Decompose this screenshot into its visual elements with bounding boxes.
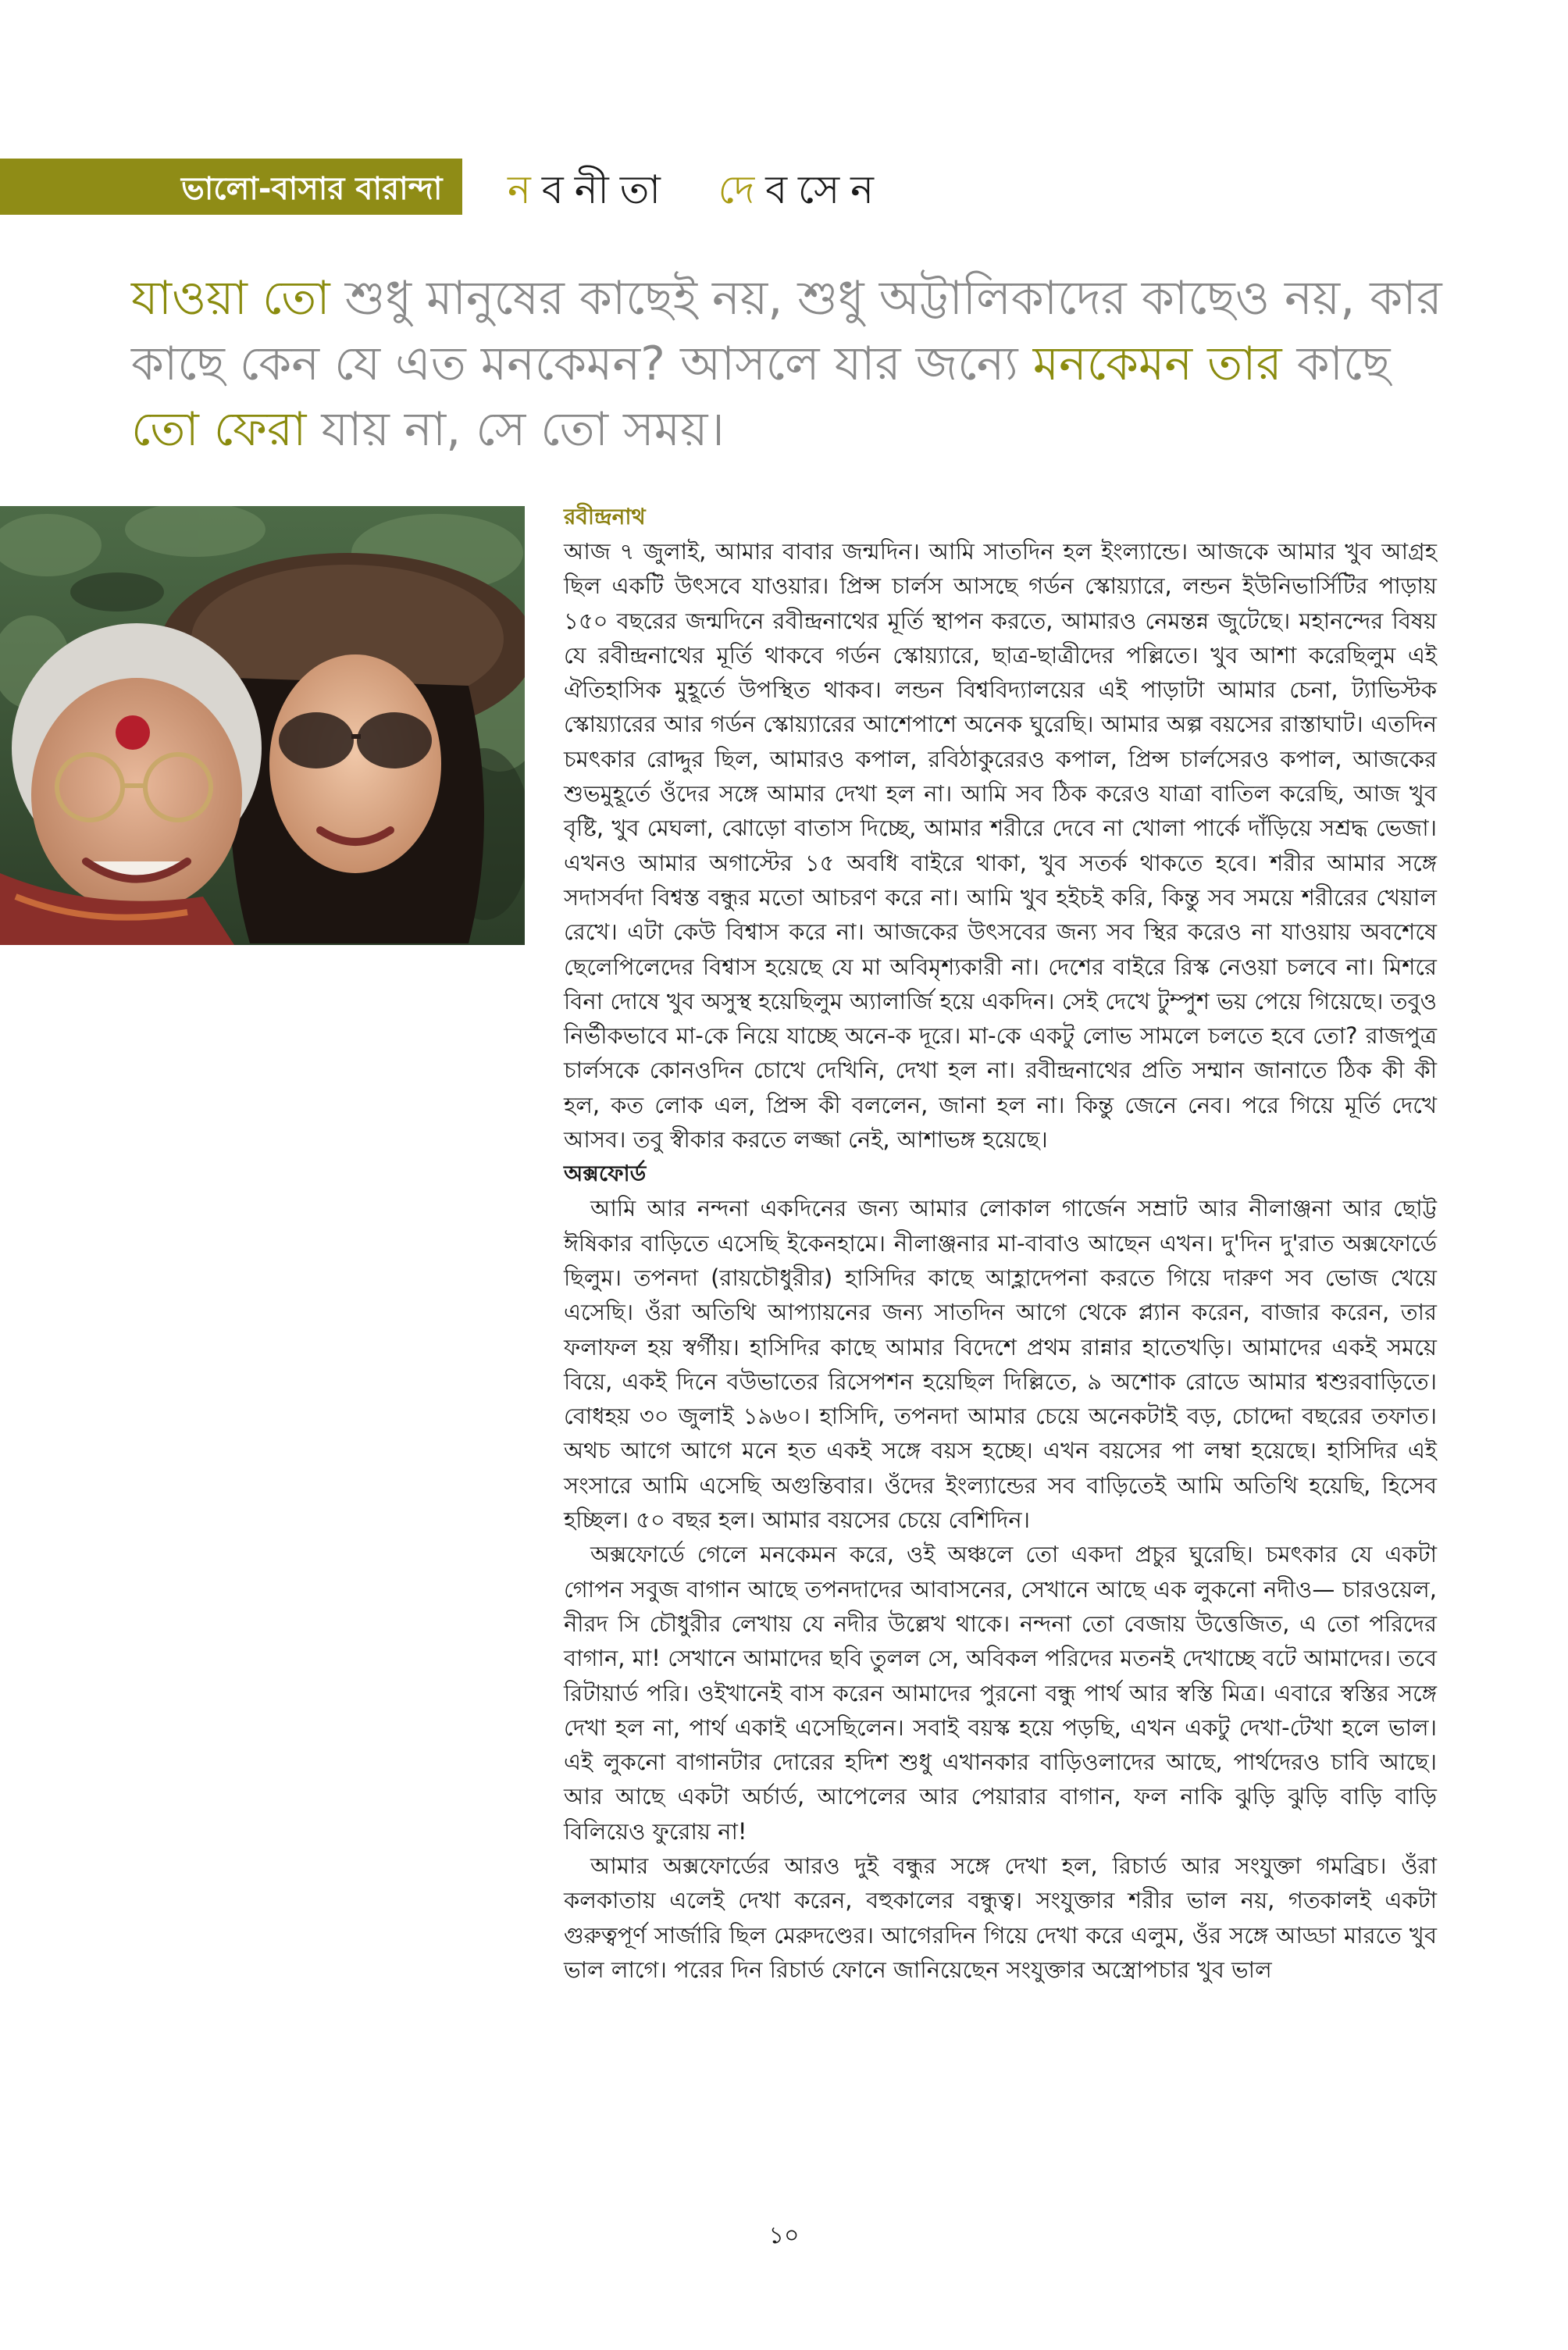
paragraph: আমার অক্সফোর্ডের আরও দুই বন্ধুর সঙ্গে দেখা হল, রিচার্ড আর সংযুক্তা গমব্রিচ। ওঁরা কলকাতায় এলেই দেখা করেন, বহুকালের বন্ধুত্ব। সংযুক্তার শরীর ভাল নয়, গতকালই একটা গুরুত্বপূর্ণ সার্জারি ছিল মেরুদণ্ডের। আগেরদিন গিয়ে দেখা করে এলুম, ওঁর সঙ্গে আড্ডা মারতে খুব ভাল লাগে। পরের দিন রিচার্ড ফোনে জানিয়েছেন সংযুক্তার অস্ত্রোপচার খুব ভাল <box>564 1852 1437 1983</box>
author-first-accent: ন <box>508 167 542 212</box>
page-number: ১০ <box>768 2222 800 2249</box>
paragraph: আমি আর নন্দনা একদিনের জন্য আমার লোকাল গার্জেন সম্রাট আর নীলাঞ্জনা আর ছোট্ট ঈষিকার বাড়িতে এসেছি ইকেনহামে। নীলাঞ্জনার মা-বাবাও আছেন এখন। দু'দিন দু'রাত অক্সফোর্ডে ছিলুম। তপনদা (রায়চৌধুরীর) হাসিদির কাছে আহ্লাদেপনা করতে গিয়ে দারুণ সব ভোজ খেয়ে এসেছি। ওঁরা অতিথি আপ্যায়নের জন্য সাতদিন আগে থেকে প্ল্যান করেন, বাজার করেন, তার ফলাফল হয় স্বর্গীয়। হাসিদির কাছে আমার বিদেশে প্রথম রান্নার হাতেখড়ি। আমাদের একই সময়ে বিয়ে, একই দিনে বউভাতের রিসেপশন হয়েছিল দিল্লিতে, ৯ অশোক রোডে আমার শ্বশুরবাড়িতে। বোধহয় ৩০ জুলাই ১৯৬০। হাসিদি, তপনদা আমার চেয়ে অনেকটাই বড়, চোদ্দো বছরের তফাত। অথচ আগে আগে মনে হত একই সঙ্গে বয়স হচ্ছে। এখন বয়সের পা লম্বা হয়েছে। হাসিদির এই সংসারে আমি এসেছি অগুন্তিবার। ওঁদের ইংল্যান্ডের সব বাড়িতেই আমি অতিথি হয়েছি, হিসেব হচ্ছিল। ৫০ বছর হল। আমার বয়সের চেয়ে বেশিদিন। <box>564 1195 1437 1534</box>
paragraph: অক্সফোর্ডে গেলে মনকেমন করে, ওই অঞ্চলে তো একদা প্রচুর ঘুরেছি। চমৎকার যে একটা গোপন সবুজ বাগান আছে তপনদাদের আবাসনের, সেখানে আছে এক লুকনো নদীও— চারওয়েল, নীরদ সি চৌধুরীর লেখায় যে নদীর উল্লেখ থাকে। নন্দনা তো বেজায় উত্তেজিত, এ তো পরিদের বাগান, মা! সেখানে আমাদের ছবি তুলল সে, অবিকল পরিদের মতনই দেখাচ্ছে বটে আমাদের। তবে রিটায়ার্ড পরি। ওইখানেই বাস করেন আমাদের পুরনো বন্ধু পার্থ আর স্বস্তি মিত্র। এবারে স্বস্তির সঙ্গে দেখা হল না, পার্থ একাই এসেছিলেন। সবাই বয়স্ক হয়ে পড়ছি, এখন একটু দেখা-টেখা হলে ভাল। এই লুকনো বাগানটার দোরের হদিশ শুধু এখানকার বাড়িওলাদের আছে, পার্থদেরও চাবি আছে। আর আছে একটা অর্চার্ড, আপেলের আর পেয়ারার বাগান, ফল নাকি ঝুড়ি ঝুড়ি বাড়ি বাড়ি বিলিয়েও ফুরোয় না! <box>564 1541 1437 1845</box>
author-last-rest: বসেন <box>765 167 886 212</box>
pull-quote-highlight-3: তো ফেরা <box>131 402 307 457</box>
pull-quote-text-1: শুধু মানুষের কাছেই নয়, শুধু অট্টালিকাদের কাছেও নয়, কার কাছে কেন যে এত মনকেমন? আসলে যার জন্যে <box>131 271 1442 391</box>
pull-quote-highlight-1: যাওয়া তো <box>131 271 330 326</box>
pull-quote-highlight-2: মনকেমন তার <box>1032 337 1282 391</box>
paragraph: আজ ৭ জুলাই, আমার বাবার জন্মদিন। আমি সাতদিন হল ইংল্যান্ডে। আজকে আমার খুব আগ্রহ ছিল একটি উৎসবে যাওয়ার। প্রিন্স চার্লস আসছে গর্ডন স্কোয়্যারে, লন্ডন ইউনিভার্সিটির পাড়ায় ১৫০ বছরের জন্মদিনে রবীন্দ্রনাথের মূর্তি স্থাপন করতে, আমারও নেমন্তন্ন জুটেছে। মহানন্দের বিষয় যে রবীন্দ্রনাথের মূর্তি থাকবে গর্ডন স্কোয়্যারে, ছাত্র-ছাত্রীদের পল্লিতে। খুব আশা করেছিলুম এই ঐতিহাসিক মুহূর্তে উপস্থিত থাকব। লন্ডন বিশ্ববিদ্যালয়ের এই পাড়াটা আমার চেনা, ট্যাভিস্টক স্কোয়্যারের আর গর্ডন স্কোয়্যারের আশেপাশে অনেক ঘুরেছি। আমার অল্প বয়সের রাস্তাঘাট। এতদিন চমৎকার রোদ্দুর ছিল, আমারও কপাল, রবিঠাকুরেরও কপাল, প্রিন্স চার্লসেরও কপাল, আজকের শুভমুহূর্তে ওঁদের সঙ্গে আমার দেখা হল না। আমি সব ঠিক করেও যাত্রা বাতিল করেছি, আজ খুব বৃষ্টি, খুব মেঘলা, ঝোড়ো বাতাস দিচ্ছে, আমার শরীরে দেবে না খোলা পার্কে দাঁড়িয়ে সশ্রদ্ধ ভেজা। এখনও আমার অগাস্টের ১৫ অবধি বাইরে থাকা, খুব সতর্ক থাকতে হবে। শরীর আমার সঙ্গে সদাসর্বদা বিশ্বস্ত বন্ধুর মতো আচরণ করে না। আমি খুব হইচই করি, কিন্তু সব সময়ে শরীরের খেয়াল রেখে। এটা কেউ বিশ্বাস করে না। আজকের উৎসবের জন্য সব স্থির করেও না যাওয়ায় অবশেষে ছেলেপিলেদের বিশ্বাস হয়েছে যে মা অবিমৃশ্যকারী না। দেশের বাইরে রিস্ক নেওয়া চলবে না। মিশরে বিনা দোষে খুব অসুস্থ হয়েছিলুম অ্যালার্জি হয়ে একদিন। সেই দেখে টুম্পুশ ভয় পেয়ে গিয়েছে। তবুও নির্ভীকভাবে মা-কে নিয়ে যাচ্ছে অনে-ক দূরে। মা-কে একটু লোভ সামলে চলতে হবে তো? রাজপুত্র চার্লসকে কোনওদিন চোখে দেখিনি, দেখা হল না। রবীন্দ্রনাথের প্রতি সম্মান জানাতে ঠিক কী কী হল, কত লোক এল, প্রিন্স কী বললেন, জানা হল না। কিন্তু জেনে নেব। পরে গিয়ে মূর্তি দেখে আসব। তবু স্বীকার করতে লজ্জা নেই, আশাভঙ্গ হয়েছে। <box>564 538 1437 1154</box>
author-last-accent: দে <box>718 167 766 212</box>
pull-quote <box>131 266 1459 462</box>
pull-quote-text-2: কাছে <box>1281 337 1391 391</box>
column-title: ভালো-বাসার বারান্দা <box>181 171 443 207</box>
article-body <box>564 500 1437 1987</box>
portrait-photo <box>0 506 525 945</box>
portrait-illustration <box>0 506 525 945</box>
section-heading-oxford: অক্সফোর্ড <box>564 1161 647 1187</box>
author-name <box>508 164 885 216</box>
section-heading-rabindranath: রবীন্দ্রনাথ <box>564 504 646 530</box>
pull-quote-text-3: যায় না, সে তো সময়। <box>306 402 725 457</box>
author-first-rest: বনীতা <box>541 167 672 212</box>
